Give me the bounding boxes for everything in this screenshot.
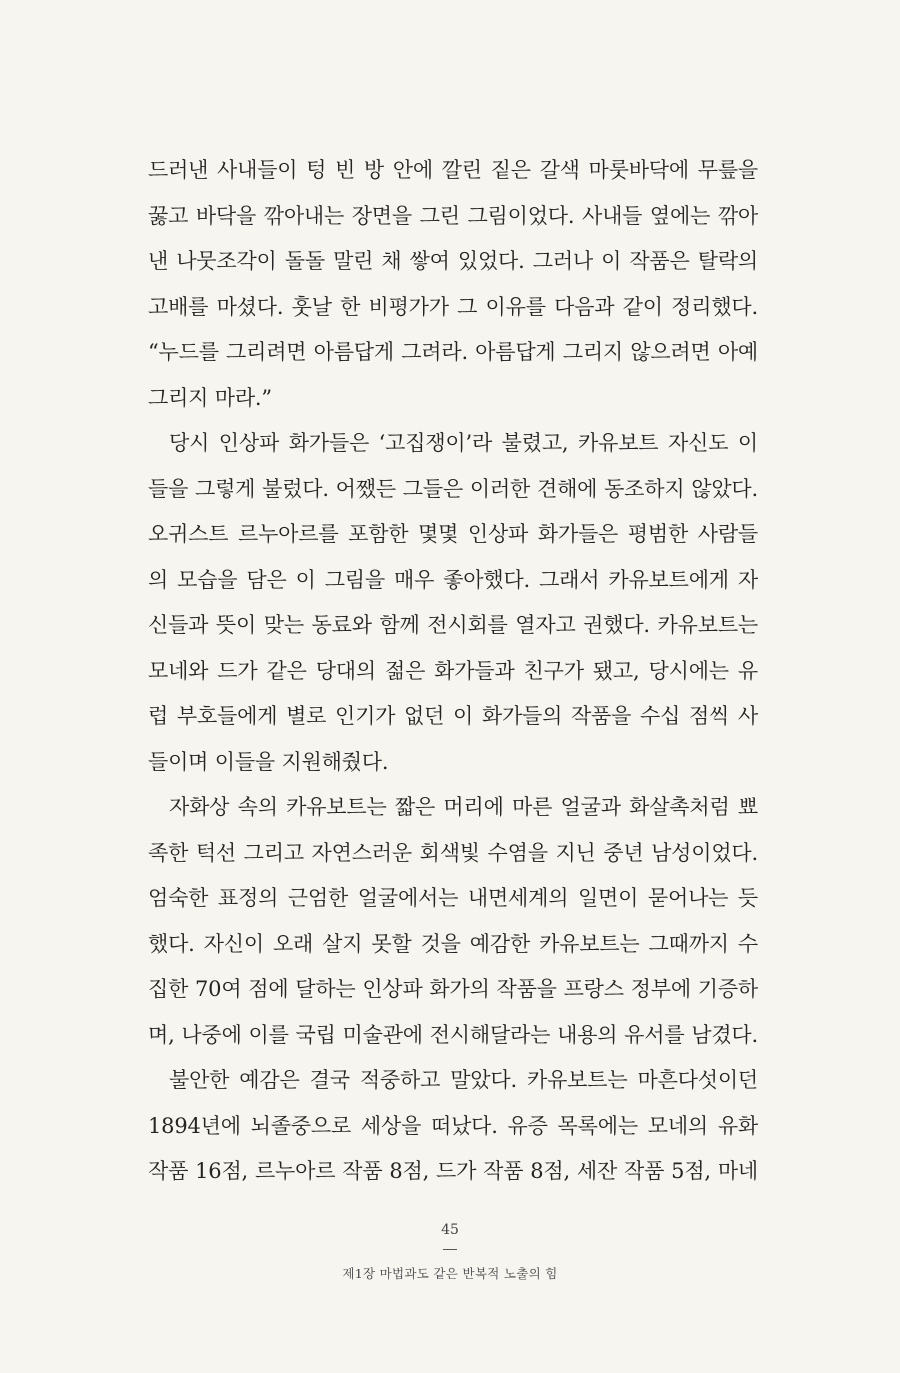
text-line: 럽 부호들에게 별로 인기가 없던 이 화가들의 작품을 수십 점씩 사 xyxy=(148,704,758,728)
text-line: 1894년에 뇌졸중으로 세상을 떠났다. 유증 목록에는 모네의 유화 xyxy=(148,1113,758,1138)
text-line: 작품 16점, 르누아르 작품 8점, 드가 작품 8점, 세잔 작품 5점, 마네 xyxy=(148,1159,758,1183)
text-line: 그리지 마라.” xyxy=(148,385,272,410)
footer-divider xyxy=(443,1249,457,1250)
text-line: 했다. 자신이 오래 살지 못할 것을 예감한 카유보트는 그때까지 수 xyxy=(148,931,758,956)
text-line: 들을 그렇게 불렀다. 어쨌든 그들은 이러한 견해에 동조하지 않았다. xyxy=(148,476,758,501)
text-line: 꿇고 바닥을 깎아내는 장면을 그린 그림이었다. 사내들 옆에는 깎아 xyxy=(148,203,758,228)
text-line: 의 모습을 담은 이 그림을 매우 좋아했다. 그래서 카유보트에게 자 xyxy=(148,567,758,592)
running-footer-chapter-title: 제1장 마법과도 같은 반복적 노출의 힘 xyxy=(342,1266,558,1281)
text-line: 며, 나중에 이를 국립 미술관에 전시해달라는 내용의 유서를 남겼다. xyxy=(148,1022,758,1047)
body-text xyxy=(148,148,758,1195)
text-line: 엄숙한 표정의 근엄한 얼굴에서는 내면세계의 일면이 묻어나는 듯 xyxy=(148,886,758,910)
text-line: 신들과 뜻이 맞는 동료와 함께 전시회를 열자고 권했다. 카유보트는 xyxy=(148,613,758,637)
text-line: 모네와 드가 같은 당대의 젊은 화가들과 친구가 됐고, 당시에는 유 xyxy=(148,658,758,683)
text-line: 드러낸 사내들이 텅 빈 방 안에 깔린 짙은 갈색 마룻바닥에 무릎을 xyxy=(148,158,758,182)
text-line: 낸 나뭇조각이 돌돌 말린 채 쌓여 있었다. 그러나 이 작품은 탈락의 xyxy=(148,249,758,273)
text-line: 들이며 이들을 지원해줬다. xyxy=(148,749,389,774)
text-line: 오귀스트 르누아르를 포함한 몇몇 인상파 화가들은 평범한 사람들 xyxy=(148,522,758,546)
text-line: 집한 70여 점에 달하는 인상파 화가의 작품을 프랑스 정부에 기증하 xyxy=(148,977,758,1001)
text-line: 당시 인상파 화가들은 ‘고집쟁이’라 불렸고, 카유보트 자신도 이 xyxy=(169,431,758,455)
page-number: 45 xyxy=(441,1222,459,1238)
text-line: 불안한 예감은 결국 적중하고 말았다. 카유보트는 마흔다섯이던 xyxy=(169,1068,758,1092)
text-line: 자화상 속의 카유보트는 짧은 머리에 마른 얼굴과 화살촉처럼 뾰 xyxy=(169,795,758,819)
text-line: 족한 턱선 그리고 자연스러운 회색빛 수염을 지닌 중년 남성이었다. xyxy=(148,840,758,865)
text-line: “누드를 그리려면 아름답게 그려라. 아름답게 그리지 않으려면 아예 xyxy=(148,340,758,364)
text-line: 고배를 마셨다. 훗날 한 비평가가 그 이유를 다음과 같이 정리했다. xyxy=(148,294,758,319)
